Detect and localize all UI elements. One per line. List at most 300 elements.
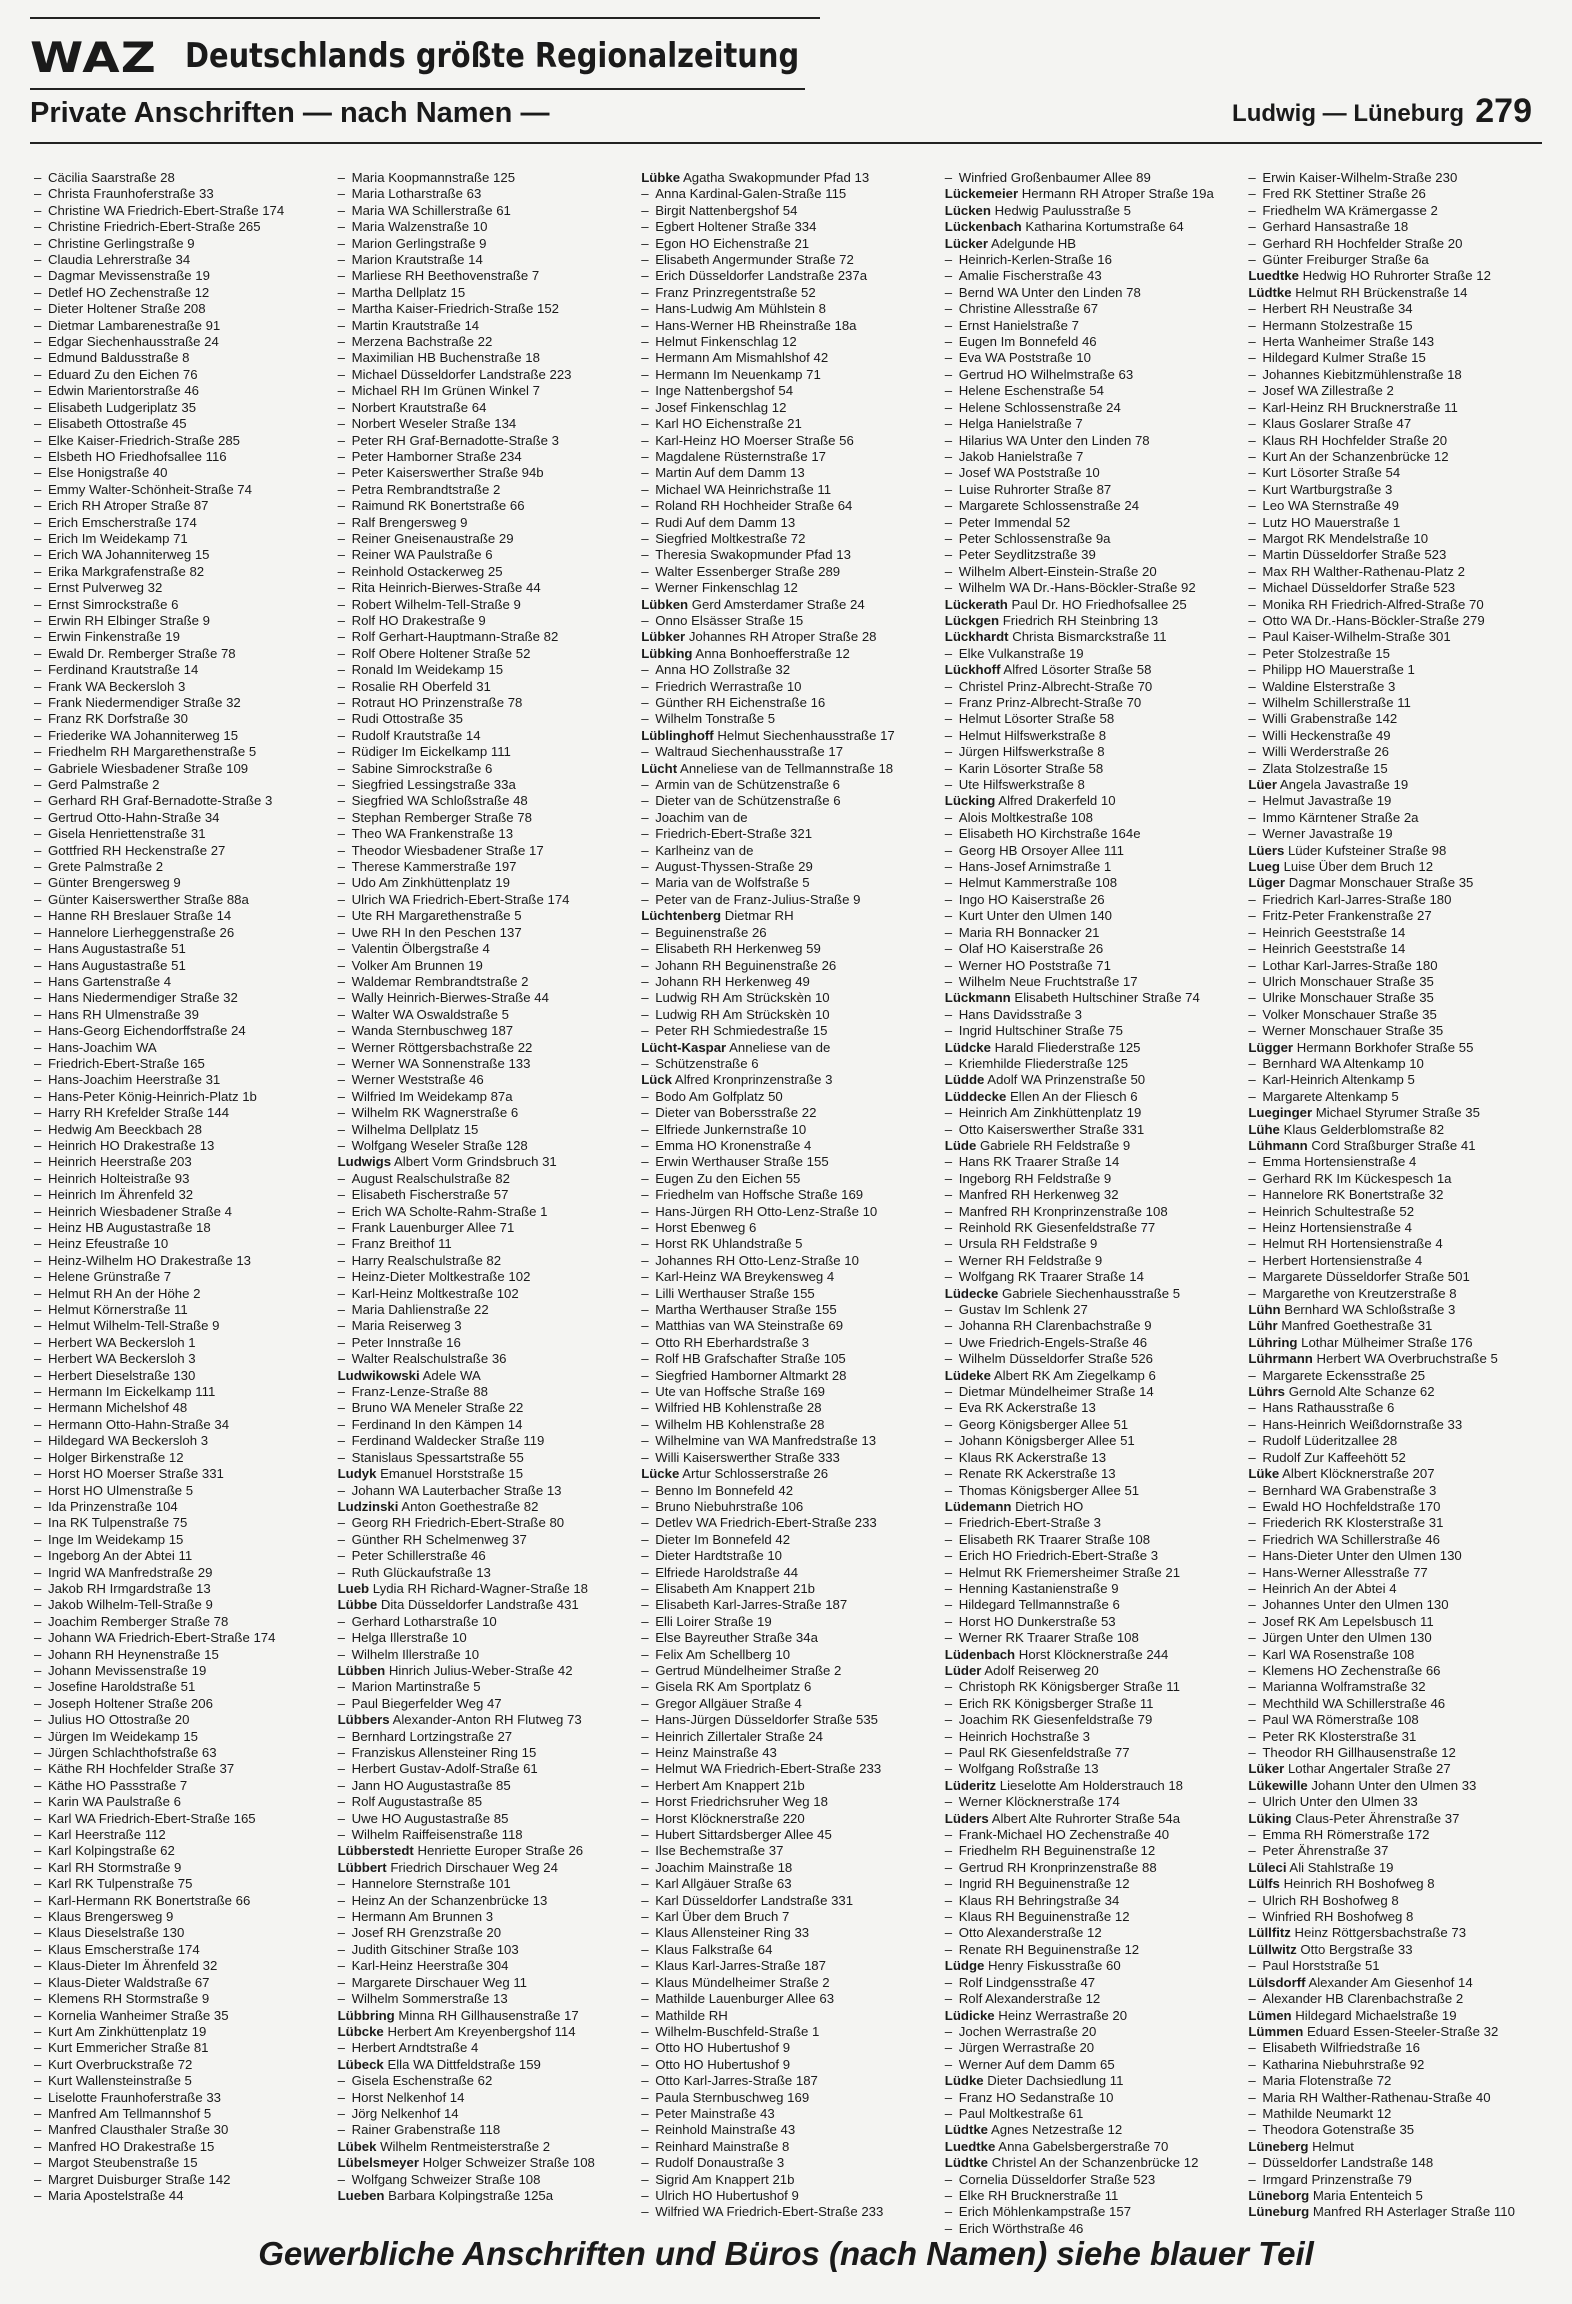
dash-marker: – (34, 1220, 42, 1235)
directory-entry (338, 1597, 634, 1613)
directory-entry (945, 2040, 1241, 2056)
dash-marker: – (337, 842, 345, 858)
directory-entry (945, 728, 1241, 744)
entry-text: Herbert Arndtstraße 4 (351, 2040, 479, 2056)
dash-marker: – (641, 350, 649, 366)
entry-text: Dieter Hardtstraße 10 (655, 1548, 782, 1564)
entry-text: Gerhard RH Hochfelder Straße 20 (1262, 235, 1463, 251)
entry-text: Herbert Am Knappert 21b (655, 1777, 805, 1793)
dash-marker: – (1248, 235, 1256, 251)
directory-entry (641, 826, 937, 842)
dash-marker: – (944, 563, 953, 579)
dash-marker: – (1248, 596, 1256, 612)
directory-entry (945, 1893, 1241, 1909)
directory-entry (1248, 170, 1544, 186)
dash-marker: – (641, 957, 649, 973)
dash-marker: – (337, 973, 345, 989)
directory-entry (34, 1450, 330, 1466)
dash-marker: – (337, 1794, 345, 1810)
dash-marker: – (337, 1088, 345, 1104)
surname-heading: Ludwikowski (337, 1367, 420, 1383)
directory-entry (1248, 843, 1544, 859)
directory-entry (1248, 1581, 1544, 1597)
directory-entry (34, 2057, 330, 2073)
directory-entry (1248, 941, 1544, 957)
directory-entry (1248, 531, 1544, 547)
entry-text: Klaus Goslarer Straße 47 (1262, 416, 1412, 432)
entry-text: Erich Im Weidekamp 71 (48, 530, 188, 546)
dash-marker: – (944, 1318, 953, 1334)
entry-text: Peter RH Schmiedestraße 15 (655, 1023, 828, 1039)
entry-text: Judith Gitschiner Straße 103 (351, 1941, 519, 1957)
entry-text: Franz HO Sedanstraße 10 (958, 2089, 1114, 2105)
surname-heading: Lübelsmeyer (337, 2155, 419, 2171)
entry-text: Heinrich Im Ährenfeld 32 (48, 1187, 194, 1203)
dash-marker: – (34, 1662, 42, 1678)
dash-marker: – (944, 727, 953, 743)
directory-entry (945, 875, 1241, 891)
directory-entry (945, 1630, 1241, 1646)
dash-marker: – (34, 252, 42, 268)
directory-entry (34, 941, 330, 957)
entry-text: Paula Sternbuschweg 169 (655, 2089, 810, 2105)
dash-marker: – (1248, 1794, 1256, 1810)
entry-text: Klaus Mündelheimer Straße 2 (655, 1974, 830, 1990)
dash-marker: – (944, 973, 953, 989)
entry-text: Hannelore Sternstraße 101 (351, 1876, 511, 1892)
entry-text: Heinz Werrastraße 20 (998, 2007, 1128, 2023)
directory-entry (641, 2008, 937, 2024)
directory-entry (945, 1269, 1241, 1285)
dash-marker: – (1248, 366, 1256, 382)
entry-text: Ruth Glückaufstraße 13 (351, 1564, 491, 1580)
entry-text: Rolf HO Drakestraße 9 (351, 612, 486, 628)
directory-entry (945, 1811, 1241, 1827)
entry-text: Günter Brengersweg 9 (48, 875, 181, 891)
directory-entry (338, 1745, 634, 1761)
directory-entry (34, 1909, 330, 1925)
entry-text: Maria WA Schillerstraße 61 (351, 202, 511, 218)
entry-text: Gernold Alte Schanze 62 (1288, 1384, 1435, 1400)
directory-entry (641, 777, 937, 793)
directory-entry (641, 1909, 937, 1925)
directory-entry (34, 1515, 330, 1531)
dash-marker: – (944, 859, 953, 875)
dash-marker: – (337, 957, 345, 973)
dash-marker: – (1248, 514, 1256, 530)
directory-entry (34, 1072, 330, 1088)
dash-marker: – (944, 1121, 953, 1137)
entry-text: Helmut RH An der Höhe 2 (48, 1285, 201, 1301)
directory-entry (338, 826, 634, 842)
dash-marker: – (641, 416, 649, 432)
entry-text: Anna HO Zollstraße 32 (655, 662, 791, 678)
dash-marker: – (944, 1105, 953, 1121)
surname-heading: Lüdtke (1248, 284, 1292, 300)
entry-text: Gisela RK Am Sportplatz 6 (655, 1679, 812, 1695)
entry-text: Bodo Am Golfplatz 50 (655, 1088, 783, 1104)
directory-entry (945, 186, 1241, 202)
dash-marker: – (944, 416, 953, 432)
directory-entry (34, 449, 330, 465)
dash-marker: – (34, 711, 42, 727)
entry-text: Hans Augustastraße 51 (48, 957, 186, 973)
directory-entry (641, 1154, 937, 1170)
directory-entry (338, 1236, 634, 1252)
entry-text: Hildegard Kulmer Straße 15 (1262, 350, 1426, 366)
directory-entry (338, 1417, 634, 1433)
entry-text: Heinrich Am Zinkhüttenplatz 19 (958, 1105, 1142, 1121)
entry-text: Franz-Lenze-Straße 88 (351, 1384, 488, 1400)
entry-text: Renate RH Beguinenstraße 12 (958, 1941, 1140, 1957)
dash-marker: – (34, 399, 42, 415)
dash-marker: – (337, 1121, 345, 1137)
dash-marker: – (34, 629, 42, 645)
directory-entry (945, 1089, 1241, 1105)
dash-marker: – (1248, 1236, 1256, 1252)
directory-entry (1248, 580, 1544, 596)
directory-entry (338, 465, 634, 481)
entry-text: Walter WA Oswaldstraße 5 (351, 1006, 509, 1022)
entry-text: Alfred Lösorter Straße 58 (1003, 662, 1152, 678)
entry-text: Johann Königsberger Allee 51 (958, 1433, 1135, 1449)
dash-marker: – (34, 1925, 42, 1941)
directory-entry (34, 301, 330, 317)
directory-entry (1248, 1958, 1544, 1974)
entry-text: Horst Friedrichsruher Weg 18 (655, 1794, 828, 1810)
directory-entry (34, 662, 330, 678)
directory-entry (34, 908, 330, 924)
dash-marker: – (641, 678, 649, 694)
directory-entry (34, 1187, 330, 1203)
dash-marker: – (337, 1252, 345, 1268)
directory-entry (338, 810, 634, 826)
directory-entry (1248, 662, 1544, 678)
entry-text: Norbert Weseler Straße 134 (351, 416, 517, 432)
entry-text: Johannes RH Atroper Straße 28 (688, 629, 877, 645)
directory-entry (338, 2122, 634, 2138)
directory-entry (641, 334, 937, 350)
dash-marker: – (337, 1039, 345, 1055)
directory-entry (945, 1647, 1241, 1663)
entry-text: Josef RH Grenzstraße 20 (351, 1925, 502, 1941)
entry-text: Hildegard WA Beckersloh 3 (48, 1433, 209, 1449)
directory-entry (641, 1811, 937, 1827)
directory-entry (945, 2204, 1241, 2220)
entry-text: Friedrich Dirschauer Weg 24 (390, 1859, 558, 1875)
dash-marker: – (337, 1384, 345, 1400)
dash-marker: – (34, 1580, 42, 1596)
entry-text: Alfred Kronprinzenstraße 3 (674, 1072, 833, 1088)
dash-marker: – (944, 2171, 953, 2187)
dash-marker: – (641, 1285, 649, 1301)
directory-entry (1248, 383, 1544, 399)
directory-entry (1248, 367, 1544, 383)
dash-marker: – (337, 678, 345, 694)
directory-entry (34, 580, 330, 596)
directory-entry (1248, 1975, 1544, 1991)
directory-entry (34, 744, 330, 760)
entry-text: Hans RK Traarer Straße 14 (958, 1154, 1120, 1170)
directory-entry (1248, 695, 1544, 711)
dash-marker: – (34, 366, 42, 382)
entry-text: Christine Gerlingstraße 9 (48, 235, 195, 251)
entry-text: Martha Werthauser Straße 155 (655, 1302, 837, 1318)
directory-entry (945, 1909, 1241, 1925)
dash-marker: – (641, 941, 649, 957)
dash-marker: – (337, 334, 345, 350)
dash-marker: – (337, 235, 345, 251)
directory-entry (34, 1745, 330, 1761)
entry-text: Christa Bismarckstraße 11 (1012, 629, 1167, 645)
entry-text: Klaus Karl-Jarres-Straße 187 (655, 1958, 826, 1974)
entry-text: Friedhelm van Hoffsche Straße 169 (655, 1187, 864, 1203)
entry-text: Elisabeth Angermunder Straße 72 (655, 252, 854, 268)
directory-entry (34, 1942, 330, 1958)
surname-heading: Lührmann (1248, 1351, 1313, 1367)
entry-text: Hermann Im Eickelkamp 111 (48, 1384, 216, 1400)
dash-marker: – (641, 1367, 649, 1383)
directory-entry (641, 1286, 937, 1302)
entry-text: Klaus-Dieter Waldstraße 67 (48, 1974, 210, 1990)
entry-text: Hedwig Paulusstraße 5 (994, 202, 1131, 218)
entry-text: Günther RH Eichenstraße 16 (655, 695, 826, 710)
entry-text: Paul Horststraße 51 (1262, 1958, 1380, 1974)
entry-text: Detlev WA Friedrich-Ebert-Straße 233 (655, 1515, 877, 1531)
entry-text: Wilhelm Rentmeisterstraße 2 (380, 2138, 551, 2154)
entry-text: Maria RH Bonnacker 21 (958, 924, 1100, 940)
surname-heading: Lübke (641, 170, 681, 185)
dash-marker: – (337, 1548, 345, 1564)
entry-text: Hermann Otto-Hahn-Straße 34 (48, 1416, 230, 1432)
entry-text: Josef Finkenschlag 12 (655, 399, 787, 415)
dash-marker: – (34, 1712, 42, 1728)
entry-text: Inge Nattenbergshof 54 (655, 383, 794, 399)
directory-entry (641, 1581, 937, 1597)
dash-marker: – (641, 465, 649, 481)
directory-entry (338, 1942, 634, 1958)
dash-marker: – (944, 432, 953, 448)
directory-entry (641, 1548, 937, 1564)
directory-entry (945, 1417, 1241, 1433)
dash-marker: – (1248, 711, 1256, 727)
directory-entry (1248, 1072, 1544, 1088)
dash-marker: – (1248, 629, 1256, 645)
entry-text: Jochen Werrastraße 20 (958, 2023, 1097, 2039)
directory-entry (945, 958, 1241, 974)
entry-text: Rudi Auf dem Damm 13 (655, 514, 796, 530)
dash-marker: – (944, 678, 953, 694)
directory-entry (34, 695, 330, 711)
entry-text: Mathilde Lauenburger Allee 63 (655, 1991, 835, 2007)
entry-text: Dagmar Mevissenstraße 19 (48, 268, 210, 284)
entry-text: Ernst Pulverweg 32 (48, 580, 163, 596)
dash-marker: – (641, 1269, 649, 1285)
directory-entry (1248, 761, 1544, 777)
directory-entry (641, 1204, 937, 1220)
dash-marker: – (337, 530, 345, 546)
directory-entry (641, 1417, 937, 1433)
entry-text: Edgar Siechenhausstraße 24 (48, 334, 219, 350)
entry-text: Friedhelm RH Beguinenstraße 12 (958, 1843, 1156, 1859)
directory-entry (641, 1942, 937, 1958)
entry-text: Peter Hamborner Straße 234 (351, 448, 522, 464)
entry-text: Heinz-Wilhelm HO Drakestraße 13 (48, 1252, 251, 1268)
dash-marker: – (1248, 645, 1256, 661)
dash-marker: – (1248, 1400, 1256, 1416)
entry-text: Erich Möhlenkampstraße 157 (958, 2204, 1132, 2220)
entry-text: Elisabeth HO Kirchstraße 164e (958, 826, 1141, 842)
directory-entry (1248, 1089, 1544, 1105)
entry-text: Onno Elsässer Straße 15 (655, 612, 804, 628)
dash-marker: – (34, 186, 42, 202)
dash-marker: – (337, 252, 345, 268)
directory-entry (641, 859, 937, 875)
directory-entry (1248, 2040, 1544, 2056)
dash-marker: – (1248, 941, 1256, 957)
directory-entry (338, 1204, 634, 1220)
entry-text: Karl WA Friedrich-Ebert-Straße 165 (48, 1810, 256, 1826)
directory-entry (641, 711, 937, 727)
directory-entry (1248, 629, 1544, 645)
entry-text: Henning Kastanienstraße 9 (958, 1580, 1119, 1596)
directory-entry (34, 400, 330, 416)
entry-text: Wilfried Im Weidekamp 87a (351, 1088, 513, 1104)
dash-marker: – (337, 596, 345, 612)
surname-heading: Lüneborg (1248, 2187, 1310, 2203)
entry-text: Erwin Werthauser Straße 155 (655, 1154, 829, 1170)
surname-heading: Lueben (337, 2187, 385, 2203)
dash-marker: – (944, 2023, 953, 2039)
entry-text: Ferdinand Krautstraße 14 (48, 662, 199, 678)
directory-entry (34, 2139, 330, 2155)
entry-text: Erich RH Atroper Straße 87 (48, 498, 209, 514)
surname-heading: Lückgen (944, 612, 1000, 628)
entry-text: Friedrich-Ebert-Straße 3 (958, 1515, 1101, 1531)
dash-marker: – (34, 793, 42, 809)
dash-marker: – (641, 1712, 649, 1728)
directory-entry (1248, 1204, 1544, 1220)
entry-text: Käthe HO Passstraße 7 (48, 1777, 188, 1793)
entry-text: Rudolf Zur Kaffeehött 52 (1262, 1449, 1406, 1465)
dash-marker: – (34, 612, 42, 628)
directory-entry (945, 793, 1241, 809)
directory-entry (1248, 1778, 1544, 1794)
directory-entry (338, 1876, 634, 1892)
dash-marker: – (944, 252, 953, 268)
directory-entry (34, 629, 330, 645)
dash-marker: – (34, 268, 42, 284)
entry-text: Hans-Georg Eichendorffstraße 24 (48, 1023, 246, 1039)
dash-marker: – (641, 1548, 649, 1564)
dash-marker: – (641, 1449, 649, 1465)
dash-marker: – (641, 2122, 649, 2138)
dash-marker: – (337, 1220, 345, 1235)
directory-entry (641, 958, 937, 974)
dash-marker: – (337, 760, 345, 776)
directory-entry (641, 285, 937, 301)
dash-marker: – (1248, 465, 1256, 481)
directory-entry (945, 859, 1241, 875)
entry-text: Werner Monschauer Straße 35 (1262, 1023, 1444, 1039)
directory-entry (34, 1975, 330, 1991)
directory-entry (945, 974, 1241, 990)
surname-heading: Lueg (1248, 859, 1280, 875)
directory-entry (945, 597, 1241, 613)
dash-marker: – (944, 744, 953, 760)
entry-text: Dieter Dachsiedlung 11 (987, 2073, 1124, 2089)
directory-entry (338, 974, 634, 990)
directory-entry (338, 2057, 634, 2073)
dash-marker: – (944, 547, 953, 563)
dash-marker: – (641, 875, 649, 891)
dash-marker: – (944, 1597, 953, 1613)
dash-marker: – (337, 1302, 345, 1318)
dash-marker: – (944, 941, 953, 957)
dash-marker: – (944, 777, 953, 793)
directory-entry (34, 1991, 330, 2007)
entry-text: Helmut RH Brückenstraße 14 (1295, 284, 1468, 300)
dash-marker: – (34, 547, 42, 563)
entry-text: Albert Alte Ruhrorter Straße 54a (991, 1810, 1181, 1826)
directory-entry (641, 1007, 937, 1023)
directory-entry (641, 2204, 937, 2220)
dash-marker: – (34, 432, 42, 448)
entry-text: Jann HO Augustastraße 85 (351, 1777, 511, 1793)
dash-marker: – (337, 1105, 345, 1121)
directory-entry (945, 1171, 1241, 1187)
entry-text: Ludwig RH Am Strückskèn 10 (655, 990, 830, 1006)
directory-entry (338, 1466, 634, 1482)
directory-entry (34, 1204, 330, 1220)
surname-heading: Lüdde (944, 1072, 985, 1088)
dash-marker: – (34, 2171, 42, 2187)
dash-marker: – (34, 1498, 42, 1514)
dash-marker: – (34, 1630, 42, 1646)
directory-entry (1248, 236, 1544, 252)
dash-marker: – (337, 1400, 345, 1416)
entry-text: Erwin Finkenstraße 19 (48, 629, 180, 645)
entry-text: Peter Stolzestraße 15 (1262, 645, 1390, 661)
dash-marker: – (34, 1515, 42, 1531)
dash-marker: – (641, 1580, 649, 1596)
entry-text: Peter Mainstraße 43 (655, 2105, 775, 2121)
directory-entry (1248, 1007, 1544, 1023)
dash-marker: – (34, 1613, 42, 1629)
entry-text: Wilhelm Sommerstraße 13 (351, 1991, 508, 2007)
directory-entry (1248, 2057, 1544, 2073)
dash-marker: – (641, 1827, 649, 1843)
directory-entry (338, 728, 634, 744)
entry-text: Ronald Im Weidekamp 15 (351, 662, 504, 678)
directory-entry (1248, 1696, 1544, 1712)
entry-text: Willi Werderstraße 26 (1262, 744, 1389, 760)
directory-entry (945, 2057, 1241, 2073)
dash-marker: – (944, 1220, 953, 1235)
dash-marker: – (641, 1482, 649, 1498)
directory-entry (34, 1696, 330, 1712)
dash-marker: – (1248, 1055, 1256, 1071)
directory-entry (641, 941, 937, 957)
dash-marker: – (1248, 1449, 1256, 1465)
directory-entry (945, 843, 1241, 859)
dash-marker: – (1248, 317, 1256, 333)
dash-marker: – (337, 826, 345, 842)
directory-entry (338, 1122, 634, 1138)
directory-entry (34, 498, 330, 514)
directory-entry (641, 433, 937, 449)
directory-entry (1248, 1565, 1544, 1581)
